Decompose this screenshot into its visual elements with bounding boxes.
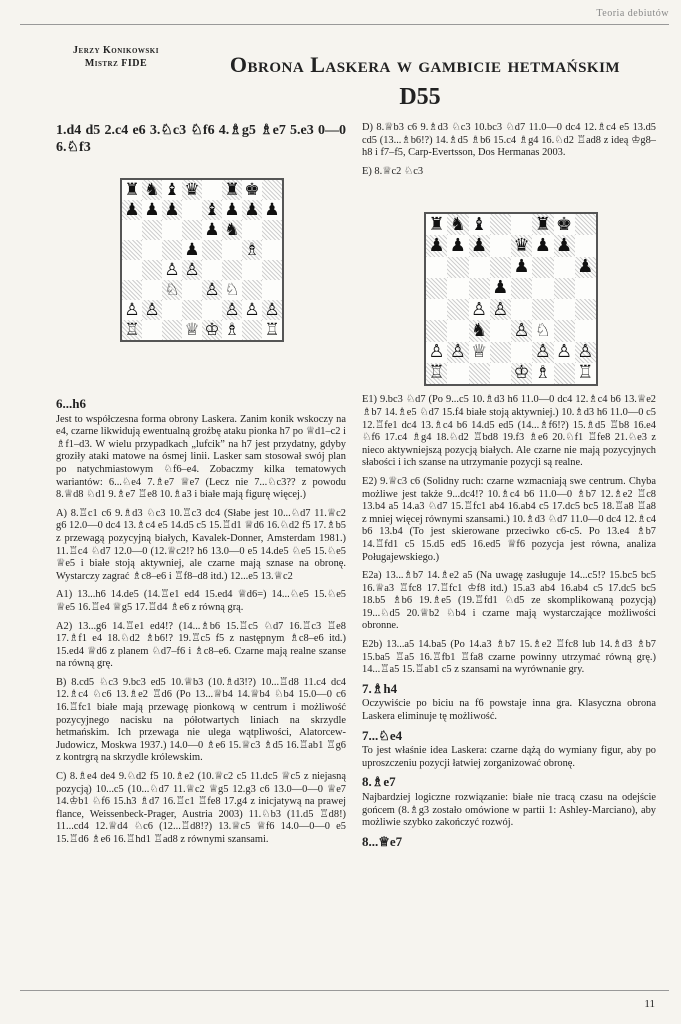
line-d: D) 8.♕b3 c6 9.♗d3 ♘c3 10.bc3 ♘d7 11.0—0 dc4 12.♗c4 e5 13.d5 cd5 (13...♗b6!?) 14.♗d5 ♗b6 15.c4 ♗g4 16.♘d2 ♖ad8 z ideą ♔g8–h8 i f7–f5, Carp-Evertsson, Dos Hermanas 2003. — [362, 122, 656, 159]
chess-piece-square: ♙ — [222, 300, 242, 320]
board-square — [511, 342, 532, 363]
board-square — [575, 235, 596, 256]
chess-piece-square: ♙ — [490, 299, 511, 320]
paragraph: E2a) 13...♗b7 14.♗e2 a5 (Na uwagę zasługuje 14...c5!? 15.bc5 bc5 16.♕a3 ♖fc8 17.♖fc1 ♔f8 itd.) 15.a3 ab4 16.ab4 c5 17.dc5 bc5 18.b5 ♗b6 19.♗e5 (19.♖fd1 ♘d5 ze skomplikowaną pozycją) 19...♘d5 20.♕b2 ♘b4 i czarne mają wystarczające możliwości obronne. — [362, 570, 656, 632]
paragraph: Najbardziej logiczne rozwiązanie: białe nie tracą czasu na odejście gońcem (8.♗g3 zostało omówione w partii 1: Ashley-Marciano), aby możliwie szybko zakończyć rozwój. — [362, 792, 656, 829]
chess-piece-square: ♜ — [222, 180, 242, 200]
move-heading-8Be7: 8.♗e7 — [362, 774, 396, 790]
chess-piece-square: ♟ — [554, 235, 575, 256]
chess-piece-square: ♙ — [262, 300, 282, 320]
chess-piece-square: ♙ — [242, 300, 262, 320]
chess-piece-square: ♙ — [469, 299, 490, 320]
chess-piece-square: ♟ — [490, 278, 511, 299]
board-square — [490, 342, 511, 363]
board-square — [262, 220, 282, 240]
chess-piece-square: ♞ — [142, 180, 162, 200]
chess-piece-square: ♖ — [122, 320, 142, 340]
board-square — [162, 220, 182, 240]
board-square — [222, 240, 242, 260]
chess-piece-square: ♙ — [554, 342, 575, 363]
paragraph: A1) 13...h6 14.de5 (14.♖e1 ed4 15.ed4 ♕d6=) 14...♘e5 15.♘e5 ♕e5 16.♖e4 ♕g5 17.♖d4 ♗e6 z równą grą. — [56, 589, 346, 613]
chess-piece-square: ♖ — [262, 320, 282, 340]
board-square — [532, 278, 553, 299]
board-square — [490, 363, 511, 384]
chess-piece-square: ♟ — [426, 235, 447, 256]
board-square — [469, 257, 490, 278]
board-square — [490, 235, 511, 256]
board-square — [554, 257, 575, 278]
chess-piece-square: ♔ — [202, 320, 222, 340]
move-heading-6h6: 6...h6 — [56, 396, 86, 411]
board-square — [469, 278, 490, 299]
chess-piece-square: ♕ — [469, 342, 490, 363]
author-block — [56, 44, 176, 70]
chessboard — [426, 214, 596, 384]
paragraph: Oczywiście po biciu na f6 powstaje inna gra. Klasyczna obrona Laskera eliminuje tę możliwość. — [362, 698, 656, 723]
board-square — [426, 278, 447, 299]
board-square — [490, 320, 511, 341]
chess-piece-square: ♘ — [532, 320, 553, 341]
chess-piece-square: ♚ — [242, 180, 262, 200]
chess-piece-square: ♟ — [262, 200, 282, 220]
chess-piece-square: ♖ — [426, 363, 447, 384]
paragraph: A) 8.♖c1 c6 9.♗d3 ♘c3 10.♖c3 dc4 (Słabe jest 10...♘d7 11.♕c2 g6 12.0—0 dc4 13.♗c4 e5 14.d5 c5 15.♖d1 ♕d6 16.♘d2 f5 17.♗b5 z przewagą pozycyjną białych, Kavalek-Donner, Amsterdam 1981.) 11.♖c4 ♘d7 12.0—0 (12.♕c2!? h6 13.0—0 e5 14.dе5 ♘e5 15.♘e5 ♕e5 i białe stoją aktywniej, ale czarne mają sznase na obronę. Wystarczy zagrać ♗c8–e6 i ♖f8–d8 itd.) 12...e5 13.♕c2 — [56, 507, 346, 582]
paragraph: To jest właśnie idea Laskera: czarne dążą do wymiany figur, aby po uproszczeniu pozycji łatwiej zorganizować obronę. — [362, 745, 656, 769]
board-square — [242, 260, 262, 280]
board-square — [447, 363, 468, 384]
chess-piece-square: ♟ — [182, 240, 202, 260]
chess-piece-square: ♟ — [511, 257, 532, 278]
board-square — [242, 280, 262, 300]
chess-piece-square: ♟ — [469, 235, 490, 256]
board-square — [426, 257, 447, 278]
board-square — [242, 220, 262, 240]
move-heading-7Bh4: 7.♗h4 — [362, 680, 398, 696]
board-square — [554, 278, 575, 299]
paragraph: E2) 9.♕c3 c6 (Solidny ruch: czarne wzmacniają swe centrum. Chyba możliwe jest także 9...dc4!? 10.♗c4 b6 11.0—0 ♗b7 12.♗e2 ♖c8 13.b4 a5 14.a3 ♘d7 15.♖fc1 ab4 16.ab4 c5 17.dc5 bc5 18.♖a8 ♖a8 z mniej więcej równymi szansami.) 10.♗d3 ♘d7 11.0—0 dc4 12.♗c4 b6 13.b4 (To jest skierowane przeciwko c6-c5. Po 13.e4 ♗b7 14.♖fd1 c5 15.d5 ed5 16.ed5 ♕f6 pozycja jest równa, analiza Poługajewskiego.) — [362, 475, 656, 563]
board-square — [162, 240, 182, 260]
board-square — [122, 220, 142, 240]
board-square — [262, 260, 282, 280]
board-square — [511, 214, 532, 235]
board-square — [532, 257, 553, 278]
paragraph: E2b) 13...a5 14.ba5 (Po 14.a3 ♗b7 15.♗e2 ♖fc8 lub 14.♗d3 ♗b7 15.ba5 ♖a5 16.♖fb1 ♖fa8 czarne powinny utrzymać równą grę.) 14...♖a5 15.♖ab1 c5 z szansami na wyrównanie gry. — [362, 639, 656, 676]
paragraph: A2) 13...g6 14.♖e1 ed4!? (14...♗b6 15.♖c5 ♘d7 16.♖c3 ♖e8 17.♗f1 e4 18.♘d2 ♗b6!? 19.♖c5 f5 z następnym ♗c8–e6 itd.) 15.ed4 ♕d6 z planem ♘d7–f6 i ♗c8–e6. Czarne mają realne szanse na równą grę. — [56, 620, 346, 670]
board-square — [447, 299, 468, 320]
chess-piece-square: ♘ — [222, 280, 242, 300]
chess-piece-square: ♛ — [511, 235, 532, 256]
board-square — [575, 320, 596, 341]
board-square — [426, 299, 447, 320]
chess-piece-square: ♙ — [202, 280, 222, 300]
paragraph: Jest to współczesna forma obrony Laskera. Zanim konik wskoczy na e4, czarne likwidują ewentualną groźbę ataku pionka h7 po ♕d1–c2 i ♗f1–d3. W wielu przypadkach „lufcik” na h7 jest przydatny, gdyby groziły ataki matowe na ósmej linii. Lasker sam stosował swój plan po natychmiastowym ♘f6–e4. Zobaczmy kilka tematowych wariantów: 6...♘e4 7.♗e7 ♕e7 (Lecz nie 7...♘c3?? z powodu 8.♕d8 ♘d1 9.♗e7 ♖e8 10.♗a3 i białe mają figurę więcej.) — [56, 413, 346, 501]
board-square — [162, 320, 182, 340]
chess-piece-square: ♟ — [162, 200, 182, 220]
chess-piece-square: ♞ — [222, 220, 242, 240]
paragraph: C) 8.♗e4 de4 9.♘d2 f5 10.♗e2 (10.♕c2 c5 11.dc5 ♕c5 z niejasną pozycją) 10...c5 (10...♘d7 11.♕c2 ♕g5 12.g3 c6 13.0—0—0 ♕e7 14.♔b1 ♘f6 15.h3 ♗d7 16.♖c1 ♖fe8 17.g4 z inicjatywą na prawej flance, Weissenbeck-Prager, Austria 2003) 11.♘b3 (11.d5 ♖d8!) 11...cd4 12.♕d4 ♘c6 (12...♖d8!?) 13.♕c5 ♕f6 14.0—0—0 e5 15.♖d6 ♗e6 16.♖hd1 ♖ad8 z równymi szansami. — [56, 771, 346, 845]
chess-piece-square: ♙ — [447, 342, 468, 363]
chess-piece-square: ♜ — [122, 180, 142, 200]
chess-piece-square: ♟ — [242, 200, 262, 220]
chess-piece-square: ♗ — [222, 320, 242, 340]
board-square — [490, 214, 511, 235]
author-title: Mistrz FIDE — [84, 58, 148, 69]
board-square — [182, 220, 202, 240]
chess-piece-square: ♘ — [162, 280, 182, 300]
chess-piece-square: ♛ — [182, 180, 202, 200]
chess-piece-square: ♞ — [447, 214, 468, 235]
chess-piece-square: ♟ — [222, 200, 242, 220]
chess-piece-square: ♟ — [532, 235, 553, 256]
board-square — [182, 300, 202, 320]
footer-divider — [20, 990, 669, 991]
board-square — [262, 180, 282, 200]
board-square — [575, 278, 596, 299]
chess-piece-square: ♟ — [142, 200, 162, 220]
chess-diagram-1 — [120, 178, 284, 342]
chess-piece-square: ♟ — [447, 235, 468, 256]
section-label: Teoria debiutów — [596, 8, 669, 19]
page-number: 11 — [644, 998, 655, 1010]
chess-piece-square: ♖ — [575, 363, 596, 384]
board-square — [202, 260, 222, 280]
board-square — [447, 278, 468, 299]
chess-piece-square: ♕ — [182, 320, 202, 340]
board-square — [202, 300, 222, 320]
board-square — [202, 240, 222, 260]
chess-piece-square: ♙ — [532, 342, 553, 363]
main-line: 1.d4 d5 2.c4 e6 3.♘c3 ♘f6 4.♗g5 ♗e7 5.e3 0—0 6.♘f3 — [56, 123, 346, 155]
board-square — [142, 260, 162, 280]
chess-piece-square: ♞ — [469, 320, 490, 341]
chessboard — [122, 180, 282, 340]
board-square — [554, 363, 575, 384]
article-title: Obrona Laskera w gambicie hetmańskim — [229, 52, 621, 77]
board-square — [511, 299, 532, 320]
board-square — [222, 260, 242, 280]
chess-piece-square: ♜ — [426, 214, 447, 235]
board-square — [202, 180, 222, 200]
chess-piece-square: ♚ — [554, 214, 575, 235]
chess-piece-square: ♗ — [242, 240, 262, 260]
chess-piece-square: ♔ — [511, 363, 532, 384]
chess-piece-square: ♙ — [142, 300, 162, 320]
board-square — [122, 280, 142, 300]
board-square — [122, 240, 142, 260]
board-square — [242, 320, 262, 340]
eco-code: D55 — [399, 84, 441, 110]
paragraph: E1) 9.bc3 ♘d7 (Po 9...c5 10.♗d3 h6 11.0—0 dc4 12.♗c4 b6 13.♕e2 ♗b7 14.♗e5 ♘d7 15.f4 białe stoją aktywniej.) 10.♗d3 h6 11.0—0 c5 12.♖fe1 dc4 13.♗c4 b6 14.d5 ed5 (14...♗f6!?) 15.♗d5 ♖b8 16.e4 ♘f6 17.c4 ♗g4 18.♘d2 ♖bd8 19.f3 ♗e6 20.♘f1 ♖fe8 21.♘e3 z nieco aktywniejszą pozycją białych. Ale czarne nie mają pozycyjnych słabości i ich szanse na utrzymanie pozycji są realne. — [362, 394, 656, 469]
board-square — [575, 299, 596, 320]
chess-piece-square: ♜ — [532, 214, 553, 235]
chess-piece-square: ♙ — [162, 260, 182, 280]
chess-piece-square: ♟ — [122, 200, 142, 220]
chess-piece-square: ♟ — [202, 220, 222, 240]
board-square — [162, 300, 182, 320]
board-square — [554, 320, 575, 341]
board-square — [122, 260, 142, 280]
chess-piece-square: ♙ — [426, 342, 447, 363]
board-square — [532, 299, 553, 320]
line-e: E) 8.♕c2 ♘c3 — [362, 165, 424, 177]
board-square — [511, 278, 532, 299]
board-square — [447, 320, 468, 341]
chess-diagram-2 — [424, 212, 598, 386]
board-square — [182, 200, 202, 220]
board-square — [182, 280, 202, 300]
board-square — [142, 320, 162, 340]
board-square — [142, 220, 162, 240]
chess-piece-square: ♙ — [122, 300, 142, 320]
board-square — [142, 280, 162, 300]
board-square — [490, 257, 511, 278]
board-square — [262, 280, 282, 300]
chess-piece-square: ♟ — [575, 257, 596, 278]
chess-piece-square: ♝ — [469, 214, 490, 235]
chess-piece-square: ♗ — [532, 363, 553, 384]
board-square — [554, 299, 575, 320]
paragraph: B) 8.cd5 ♘c3 9.bc3 ed5 10.♕b3 (10.♗d3!?) 10...♖d8 11.c4 dc4 12.♗c4 ♘c6 13.♗e2 ♖d6 (Po 13...♕b4 14.♕b4 ♘b4 15.0—0 c6 16.♖fc1 białe mają przewagę pionkową w centrum i możliwość pozycyjnego nacisku na półotwartych liniach na skrzydle hetmańskim. Ich przewaga nie ulega wątpliwości, Alatorcew-Judowicz, Moskwa 1937.) 14.0—0 ♗e6 15.♕c3 ♗d5 16.♖ab1 ♖g6 z kontrgrą na skrzydle królewskim. — [56, 676, 346, 764]
board-square — [142, 240, 162, 260]
author-name: Jerzy Konikowski — [73, 45, 159, 56]
chess-piece-square: ♝ — [202, 200, 222, 220]
board-square — [575, 214, 596, 235]
board-square — [426, 320, 447, 341]
chess-piece-square: ♙ — [511, 320, 532, 341]
chess-piece-square: ♙ — [182, 260, 202, 280]
board-square — [262, 240, 282, 260]
board-square — [469, 363, 490, 384]
chess-piece-square: ♝ — [162, 180, 182, 200]
chess-piece-square: ♙ — [575, 342, 596, 363]
move-heading-7Ne4: 7...♘e4 — [362, 727, 403, 743]
move-heading-8Qe7: 8...♕e7 — [362, 833, 403, 849]
header-divider — [20, 24, 669, 25]
board-square — [447, 257, 468, 278]
